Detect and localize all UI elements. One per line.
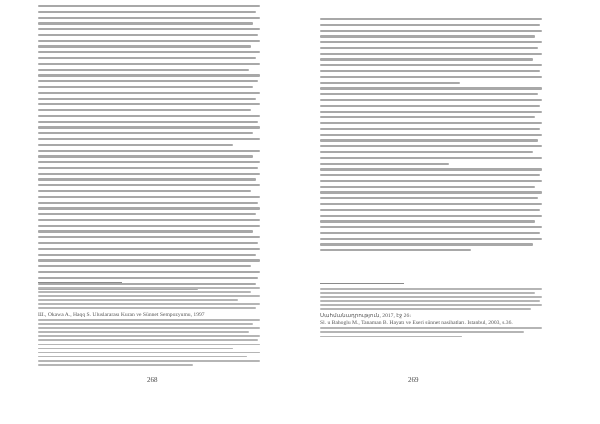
text-line	[38, 271, 260, 273]
footnote-line	[320, 308, 531, 310]
left-body-text	[38, 5, 260, 294]
text-line	[38, 213, 256, 215]
text-line	[320, 249, 471, 251]
text-line	[38, 161, 260, 163]
text-line	[38, 248, 260, 250]
text-line	[320, 209, 540, 211]
footnote-line	[320, 336, 462, 338]
right-page	[300, 0, 600, 424]
text-line	[320, 134, 542, 136]
text-line	[320, 180, 542, 182]
footnote-line	[38, 335, 260, 337]
footnote-line	[38, 352, 260, 354]
text-line	[38, 202, 258, 204]
text-line	[38, 34, 258, 36]
footnote-line	[38, 339, 258, 341]
text-line	[38, 196, 260, 198]
footnote-line	[38, 287, 260, 289]
footnote-line	[320, 331, 524, 333]
text-line	[38, 230, 253, 232]
text-line	[38, 167, 258, 169]
text-line	[320, 116, 535, 118]
footnote-line	[38, 348, 233, 350]
text-line	[320, 145, 542, 147]
footnote-latin: Sl. u Bahoglu M., Tanaman B. Hayatı ve Eseri sünnet nasihatları. İstanbul, 2003, s.36.	[320, 319, 513, 326]
text-line	[38, 5, 260, 7]
footnote-line	[38, 364, 193, 366]
text-line	[320, 128, 540, 130]
text-line	[320, 238, 542, 240]
text-line	[320, 93, 538, 95]
text-line	[38, 51, 260, 53]
text-line	[320, 70, 540, 72]
text-line	[38, 103, 260, 105]
text-line	[38, 138, 260, 140]
text-line	[38, 236, 260, 238]
text-line	[38, 265, 251, 267]
text-line	[38, 17, 260, 19]
text-line	[38, 225, 260, 227]
text-line	[38, 98, 256, 100]
footnote-line	[38, 295, 260, 297]
text-line	[38, 190, 251, 192]
footnote-line	[38, 291, 251, 293]
text-line	[38, 144, 233, 146]
footnote-line	[38, 323, 253, 325]
left-footnotes	[38, 282, 260, 368]
page-number: 268	[147, 376, 158, 384]
footnote-latin: Ш., Okawa A., Haqq S. Uluslararası Kuran ve Sünnet Sempozyumu, 1997	[38, 311, 205, 318]
text-line	[38, 45, 251, 47]
footnote-line	[38, 319, 260, 321]
footnote-rule	[38, 282, 122, 283]
page-number: 269	[408, 376, 419, 384]
text-line	[320, 174, 540, 176]
footnote-line	[320, 292, 535, 294]
footnote-line	[38, 299, 238, 301]
text-line	[38, 74, 260, 76]
text-line	[38, 86, 253, 88]
footnote-rule	[320, 283, 404, 284]
text-line	[38, 277, 258, 279]
right-body-text	[320, 18, 542, 255]
footnote-line	[320, 296, 542, 298]
text-line	[320, 47, 538, 49]
text-line	[320, 220, 535, 222]
text-line	[38, 92, 260, 94]
footnote-line	[38, 303, 260, 305]
text-line	[320, 122, 542, 124]
text-line	[320, 243, 533, 245]
text-line	[38, 173, 260, 175]
footnote-line	[320, 288, 542, 290]
text-line	[38, 178, 256, 180]
footnote-citation: Սահմանադրություն, 2017, էջ 26։	[320, 312, 412, 319]
text-line	[320, 99, 542, 101]
text-line	[320, 87, 542, 89]
text-line	[38, 259, 260, 261]
text-line	[38, 219, 260, 221]
text-line	[38, 184, 260, 186]
text-line	[320, 105, 540, 107]
text-line	[38, 121, 258, 123]
footnote-line	[38, 360, 260, 362]
text-line	[38, 40, 260, 42]
text-line	[38, 132, 253, 134]
text-line	[320, 53, 542, 55]
text-line	[38, 109, 251, 111]
footnote-line	[38, 307, 256, 309]
footnote-line	[38, 344, 260, 346]
text-line	[38, 22, 253, 24]
text-line	[38, 126, 260, 128]
text-line	[320, 163, 449, 165]
text-line	[320, 203, 542, 205]
footnote-line	[320, 327, 542, 329]
text-line	[38, 11, 256, 13]
text-line	[320, 139, 538, 141]
text-line	[320, 30, 542, 32]
text-line	[38, 150, 260, 152]
text-line	[320, 186, 535, 188]
footnote-line	[38, 331, 249, 333]
text-line	[320, 35, 535, 37]
footnote-line	[320, 300, 540, 302]
text-line	[320, 168, 542, 170]
text-line	[320, 111, 542, 113]
text-line	[320, 191, 542, 193]
text-line	[38, 69, 249, 71]
text-line	[320, 226, 542, 228]
text-line	[38, 57, 256, 59]
text-line	[320, 18, 542, 20]
text-line	[320, 76, 542, 78]
footnote-line	[38, 327, 260, 329]
text-line	[320, 151, 533, 153]
text-line	[320, 232, 540, 234]
footnote-line	[320, 304, 542, 306]
footnote-line	[38, 356, 247, 358]
text-line	[38, 242, 258, 244]
text-line	[320, 58, 533, 60]
text-line	[320, 197, 538, 199]
text-line	[320, 215, 542, 217]
right-footnotes	[320, 283, 542, 340]
text-line	[38, 63, 260, 65]
text-line	[320, 82, 460, 84]
text-line	[320, 41, 542, 43]
text-line	[38, 80, 258, 82]
text-line	[320, 157, 542, 159]
text-line	[38, 115, 260, 117]
text-line	[320, 64, 542, 66]
text-line	[320, 24, 540, 26]
text-line	[38, 28, 260, 30]
text-line	[38, 155, 253, 157]
text-line	[38, 207, 260, 209]
text-line	[38, 254, 256, 256]
